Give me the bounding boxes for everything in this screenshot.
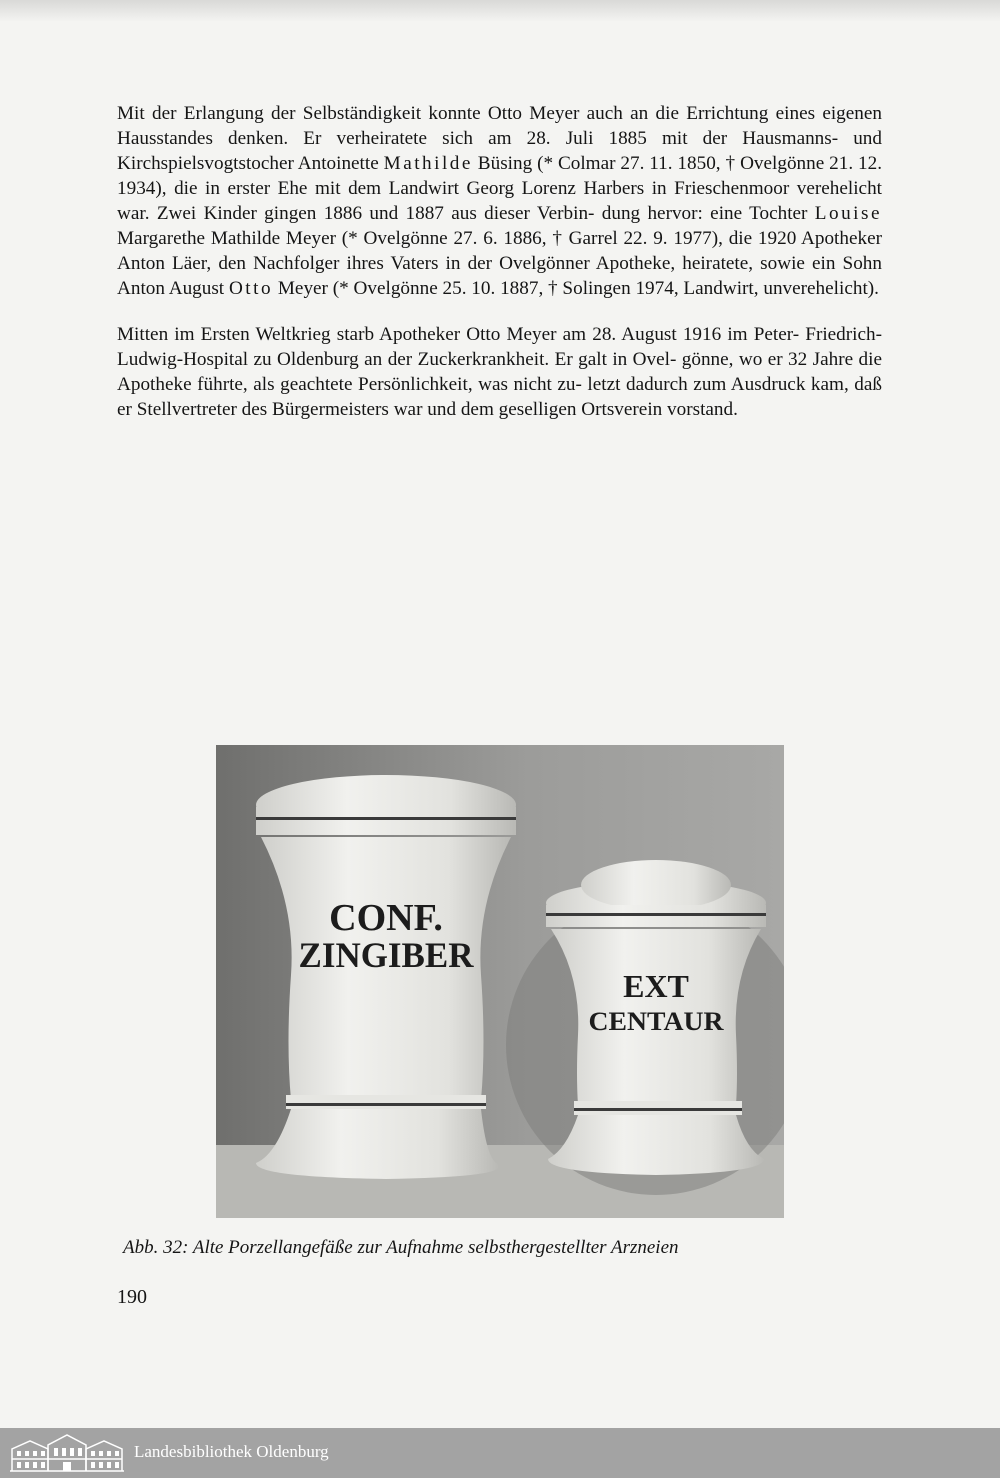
paragraph (117, 101, 882, 301)
text-segment: Büsing (* Colmar 27. 11. 1850, † Ovelgönne 21. 12. 1934), die in erster Ehe mit dem Landwirt Georg Lorenz Harbers in Frieschenmoor verehelicht war. Zwei Kinder gingen 1886 und 1887 aus dieser Verbin- dung hervor: eine Tochter (117, 153, 883, 224)
library-building-icon (10, 1433, 124, 1473)
page-body (117, 101, 882, 422)
scan-top-edge (0, 0, 1000, 22)
library-footer (0, 1428, 1000, 1478)
apothecary-jars-illustration (216, 745, 784, 1218)
page-number: 190 (117, 1286, 147, 1308)
jar-right-label-line-2: CENTAUR (588, 1007, 724, 1036)
figure-photo (216, 745, 784, 1218)
text-segment: Margarethe Mathilde Meyer (* Ovelgönne 27. 6. 1886, † Garrel 22. 9. 1977), die 1920 Apotheker Anton Läer, den Nachfolger ihres Vaters in der Ovelgönner Apotheke, heiratete, sowie ein Sohn Anton August (117, 228, 882, 299)
jar-left-label-line-2: ZINGIBER (298, 935, 475, 975)
text-segment: Meyer (* Ovelgönne 25. 10. 1887, † Solingen 1974, Landwirt, unverehelicht). (273, 278, 879, 299)
library-name: Landesbibliothek Oldenburg (134, 1442, 329, 1461)
spaced-name: Otto (228, 278, 274, 299)
jar-right (546, 860, 766, 1175)
jar-left-label-line-1: CONF. (329, 897, 443, 939)
figure-caption: Abb. 32: Alte Porzellangefäße zur Aufnahme selbsthergestellter Arzneien (123, 1237, 679, 1258)
jar-right-label-line-1: EXT (623, 968, 689, 1004)
text-segment: Mitten im Ersten Weltkrieg starb Apotheker Otto Meyer am 28. August 1916 im Peter- Friedrich-Ludwig-Hospital zu Oldenburg an der Zuckerkrankheit. Er galt in Ovel- gönne, wo er 32 Jahre die Apotheke führte, als geachtete Persönlichkeit, was nicht zu- letzt dadurch zum Ausdruck kam, daß er Stellvertreter des Bürgermeisters war und dem geselligen Ortsverein vorstand. (117, 324, 882, 420)
text-segment: Mit der Erlangung der Selbständigkeit konnte Otto Meyer auch an die Errichtung eines eigenen Hausstandes denken. Er verheiratete sich am 28. Juli 1885 mit der Hausmanns- und Kirchspielsvogtstocher Antoinette (117, 103, 882, 174)
paragraph (117, 322, 882, 422)
spaced-name: Louise (814, 203, 882, 224)
spaced-name: Mathilde (383, 153, 473, 174)
